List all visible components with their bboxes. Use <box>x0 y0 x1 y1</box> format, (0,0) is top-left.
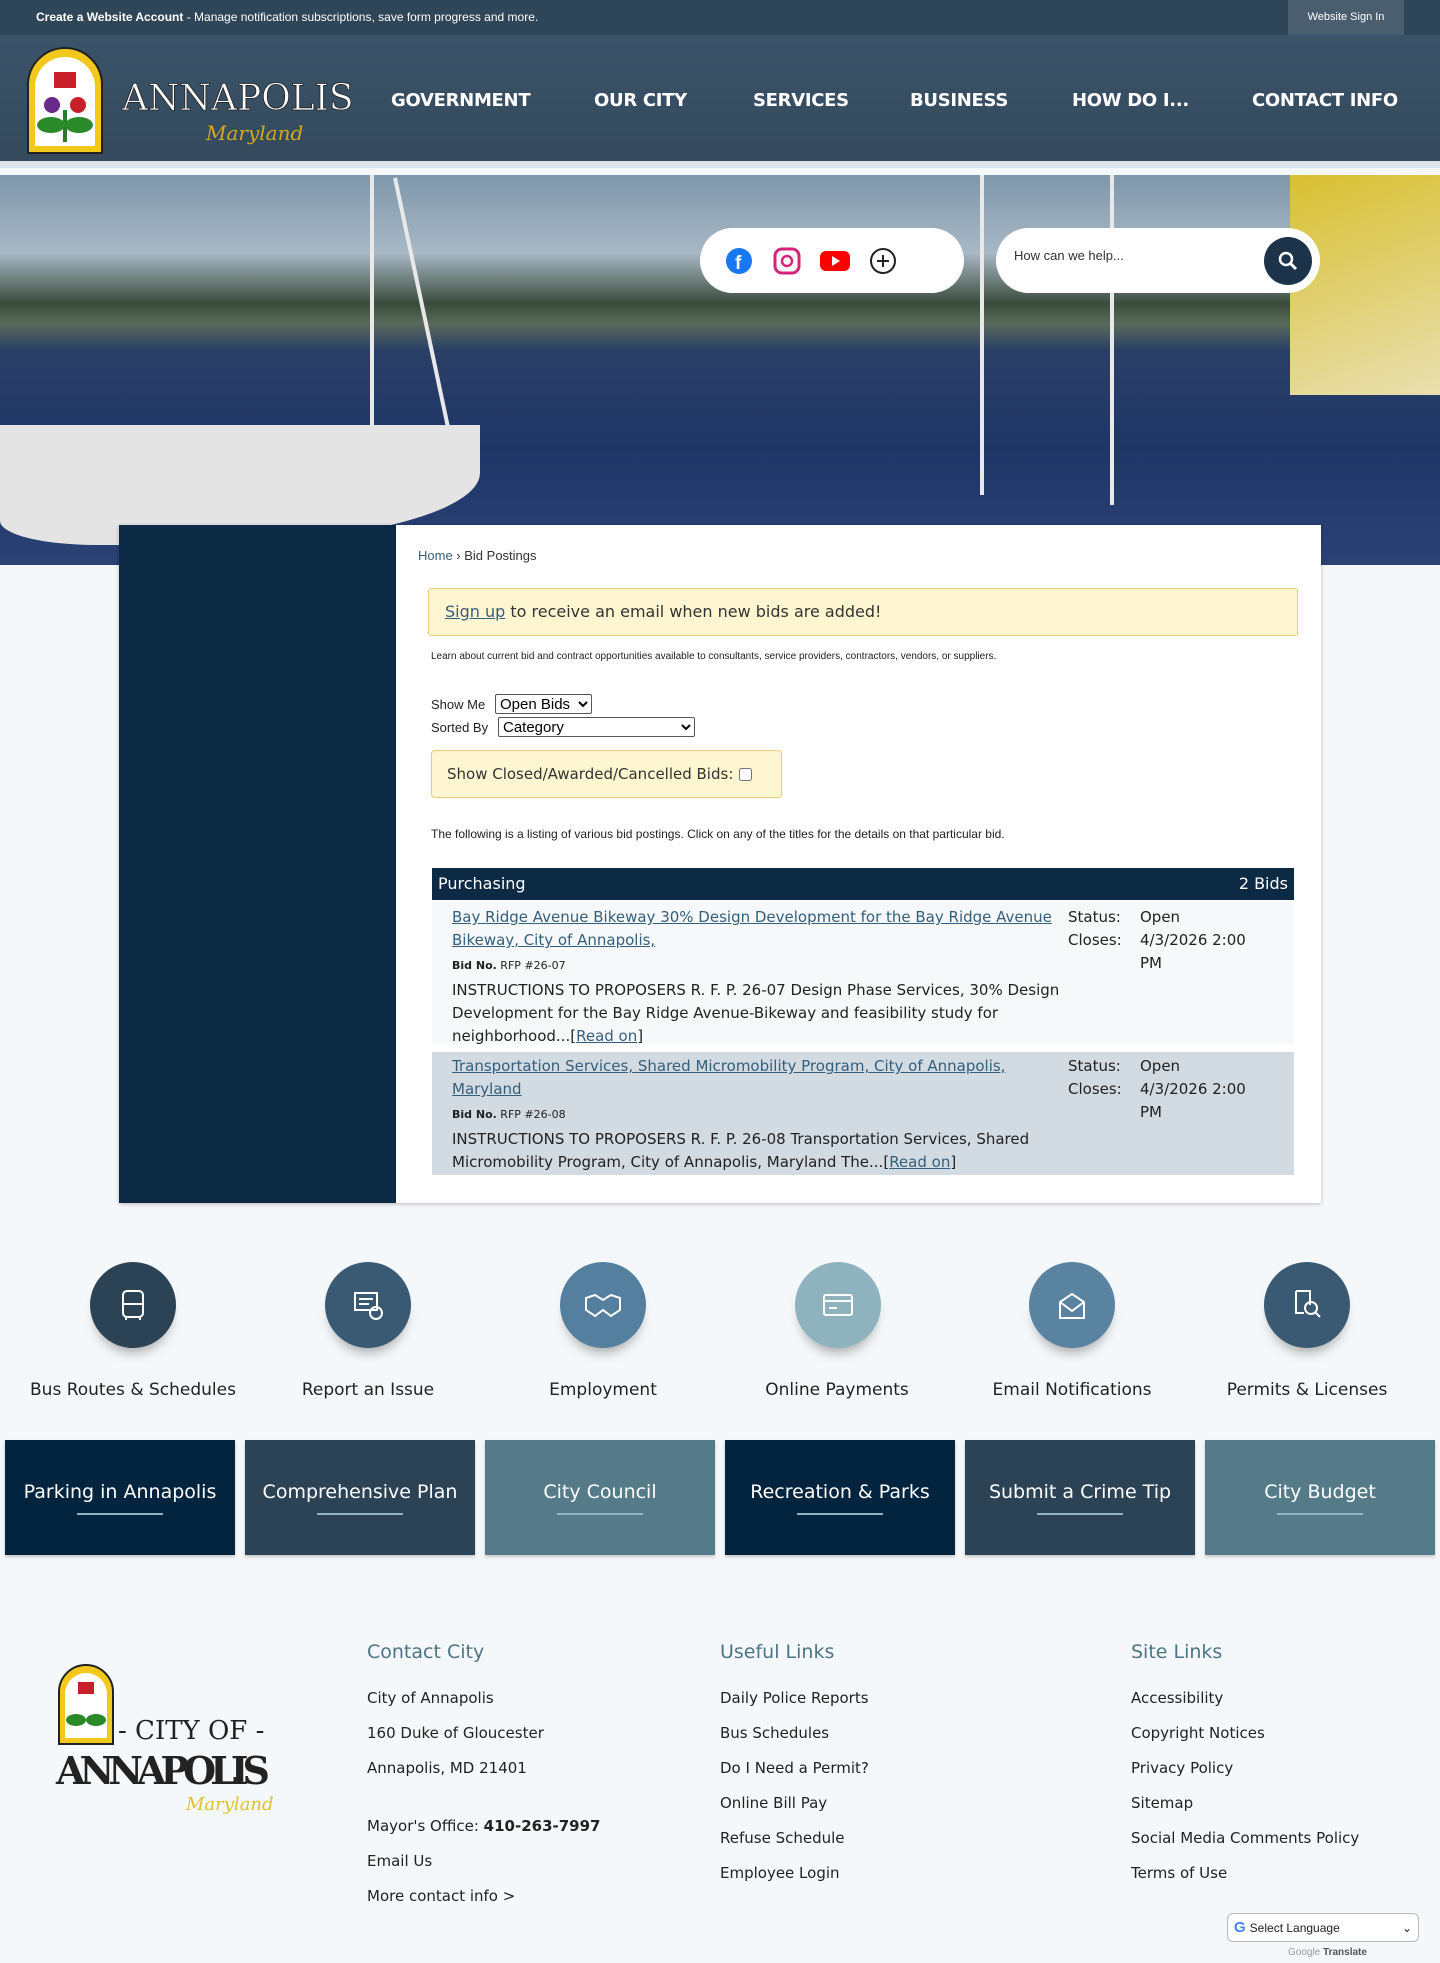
footer-link[interactable]: Refuse Schedule <box>720 1829 845 1847</box>
site-links-heading: Site Links <box>1131 1641 1223 1663</box>
tile-label: Recreation & Parks <box>750 1480 930 1503</box>
tile-label: Parking in Annapolis <box>23 1480 217 1503</box>
signup-notice <box>428 588 1298 636</box>
nav-how-do-i[interactable]: HOW DO I... <box>1072 90 1189 111</box>
tile-city-budget[interactable] <box>1205 1440 1435 1555</box>
svg-text:f: f <box>735 252 742 274</box>
create-account-link[interactable]: Create a Website Account <box>36 10 184 24</box>
bid-title-link[interactable]: Bay Ridge Avenue Bikeway 30% Design Development for the Bay Ridge Avenue Bikeway, City of Annapolis, <box>452 908 1052 949</box>
bid-no: RFP #26-07 <box>496 959 566 972</box>
email-notifications-button[interactable] <box>1029 1262 1115 1348</box>
facebook-icon[interactable] <box>724 246 754 276</box>
status-label: Status: <box>1068 908 1121 926</box>
more-contact-link[interactable]: More contact info > <box>367 1887 516 1905</box>
footer-link[interactable]: Do I Need a Permit? <box>720 1759 869 1777</box>
nav-our-city[interactable]: OUR CITY <box>594 90 687 111</box>
quicklink-label[interactable]: Employment <box>549 1380 657 1400</box>
tile-comprehensive-plan[interactable] <box>245 1440 475 1555</box>
contact-line: 160 Duke of Gloucester <box>367 1724 544 1742</box>
footer-link[interactable]: Terms of Use <box>1131 1864 1228 1882</box>
tile-underline <box>317 1513 403 1515</box>
footer-link[interactable]: Accessibility <box>1131 1689 1224 1707</box>
contact-city-heading: Contact City <box>367 1641 485 1663</box>
instagram-icon[interactable] <box>772 246 802 276</box>
email-icon <box>1055 1288 1089 1322</box>
search-input[interactable] <box>1014 248 1244 263</box>
contact-line: City of Annapolis <box>367 1689 494 1707</box>
footer-link[interactable]: Online Bill Pay <box>720 1794 828 1812</box>
tile-underline <box>1037 1513 1123 1515</box>
intro-text: Learn about current bid and contract opportunities available to consultants, service providers, contractors, vendors, or suppliers. <box>431 651 997 662</box>
tile-underline <box>797 1513 883 1515</box>
permits-licenses-button[interactable] <box>1264 1262 1350 1348</box>
quicklink-label[interactable]: Report an Issue <box>301 1380 435 1400</box>
email-us-link[interactable]: Email Us <box>367 1852 433 1870</box>
bid-description: INSTRUCTIONS TO PROPOSERS R. F. P. 26-08 Transportation Services, Shared Micromobility Program, City of Annapolis, Maryland The... <box>452 1130 1030 1171</box>
search-button[interactable] <box>1264 237 1312 285</box>
closes-value: 4/3/2026 2:00 PM <box>1140 931 1246 972</box>
tile-underline <box>1277 1513 1363 1515</box>
nav-government[interactable]: GOVERNMENT <box>391 90 531 111</box>
tile-label: Submit a Crime Tip <box>988 1480 1172 1503</box>
tile-underline <box>557 1513 643 1515</box>
footer-link[interactable]: Daily Police Reports <box>720 1689 869 1707</box>
closes-label: Closes: <box>1068 931 1122 949</box>
bid-row: Transportation Services, Shared Micromobility Program, City of Annapolis, Maryland Bid No. RFP #26-08 INSTRUCTIONS TO PROPOSERS R. F. P. 26-08 Transportation Services, Shared Micromobility Program, City of Annapolis, Maryland The...[Read on] Status: Closes: Open 4/3/2026 2:00 PM <box>432 1052 1294 1175</box>
status-value: Open <box>1140 1057 1181 1075</box>
google-label: Google <box>1288 1947 1321 1958</box>
report-issue-button[interactable] <box>325 1262 411 1348</box>
tile-recreation-parks[interactable] <box>725 1440 955 1555</box>
sorted-by-select[interactable] <box>498 717 695 737</box>
mayor-label: Mayor's Office: <box>367 1817 484 1835</box>
tile-city-council[interactable] <box>485 1440 715 1555</box>
website-sign-in-button[interactable]: Website Sign In <box>1288 0 1404 35</box>
language-select[interactable] <box>1227 1913 1419 1942</box>
category-name: Purchasing <box>438 874 526 893</box>
city-seal-icon <box>56 1662 276 1817</box>
show-closed-label: Show Closed/Awarded/Cancelled Bids: <box>447 765 734 783</box>
handshake-icon <box>583 1288 623 1322</box>
bid-count: 2 Bids <box>1238 874 1288 893</box>
add-icon[interactable] <box>868 246 898 276</box>
footer-logo[interactable] <box>56 1662 276 1822</box>
site-search <box>996 228 1320 293</box>
employment-button[interactable] <box>560 1262 646 1348</box>
bid-no: RFP #26-08 <box>496 1108 566 1121</box>
city-logo[interactable] <box>26 50 354 155</box>
show-closed-checkbox[interactable] <box>739 768 752 781</box>
bid-row: Bay Ridge Avenue Bikeway 30% Design Development for the Bay Ridge Avenue Bikeway, City of Annapolis, Bid No. RFP #26-07 INSTRUCTIONS TO PROPOSERS R. F. P. 26-07 Design Phase Services, 30% Design Development for the Bay Ridge Avenue-Bikeway and feasibility study for neighborhood...[Read on] Status: Closes: Open 4/3/2026 2:00 PM <box>432 901 1294 1044</box>
permit-search-icon <box>1290 1288 1324 1322</box>
category-header <box>432 868 1294 900</box>
language-select-label: Select Language <box>1249 1920 1340 1935</box>
social-media-bar <box>700 228 964 293</box>
chevron-down-icon: ⌄ <box>1401 1920 1412 1935</box>
footer-link[interactable]: Privacy Policy <box>1131 1759 1234 1777</box>
bus-icon <box>116 1288 150 1322</box>
listing-description: The following is a listing of various bid postings. Click on any of the titles for the details on that particular bid. <box>431 827 1005 841</box>
nav-business[interactable]: BUSINESS <box>910 90 1009 111</box>
bus-routes-button[interactable] <box>90 1262 176 1348</box>
useful-links-heading: Useful Links <box>720 1641 835 1663</box>
svg-text:Maryland: Maryland <box>186 1794 274 1815</box>
read-on-link[interactable]: Read on <box>576 1027 638 1045</box>
breadcrumb-home[interactable]: Home <box>418 548 453 563</box>
tile-underline <box>77 1513 163 1515</box>
main-content <box>119 525 1321 1203</box>
show-me-label: Show Me <box>431 697 486 712</box>
svg-text:- CITY OF -: - CITY OF - <box>118 1716 265 1746</box>
closes-value: 4/3/2026 2:00 PM <box>1140 1080 1246 1121</box>
closes-label: Closes: <box>1068 1080 1122 1098</box>
show-closed-filter <box>431 750 782 798</box>
mayor-office <box>367 1817 601 1835</box>
nav-contact-info[interactable]: CONTACT INFO <box>1252 90 1398 111</box>
svg-text:ANNAPOLIS: ANNAPOLIS <box>56 1748 270 1793</box>
payment-card-icon <box>821 1288 855 1322</box>
svg-text:ANNAPOLIS: ANNAPOLIS <box>122 78 354 119</box>
footer-link[interactable]: Bus Schedules <box>720 1724 830 1742</box>
breadcrumb-separator: › <box>452 548 465 563</box>
bid-no-label: Bid No. <box>452 1108 497 1121</box>
contact-line: Annapolis, MD 21401 <box>367 1759 527 1777</box>
tile-label: Comprehensive Plan <box>262 1480 458 1503</box>
footer-link[interactable]: Employee Login <box>720 1864 840 1882</box>
report-issue-icon <box>351 1288 385 1322</box>
sorted-by-label: Sorted By <box>431 720 489 735</box>
read-on-link[interactable]: Read on <box>889 1153 951 1171</box>
search-icon <box>1278 251 1298 271</box>
google-g-icon: G <box>1234 1919 1246 1936</box>
footer-link[interactable]: Sitemap <box>1131 1794 1194 1812</box>
online-payments-button[interactable] <box>795 1262 881 1348</box>
status-value: Open <box>1140 908 1181 926</box>
tile-label: City Budget <box>1264 1480 1376 1503</box>
bid-description: INSTRUCTIONS TO PROPOSERS R. F. P. 26-07 Design Phase Services, 30% Design Development for the Bay Ridge Avenue-Bikeway and feasibility study for neighborhood... <box>452 981 1060 1045</box>
quicklink-label[interactable]: Email Notifications <box>992 1380 1152 1400</box>
status-label: Status: <box>1068 1057 1121 1075</box>
quicklink-label[interactable]: Permits & Licenses <box>1226 1380 1388 1400</box>
mayor-phone-link[interactable]: 410-263-7997 <box>483 1817 601 1835</box>
signup-link[interactable]: Sign up <box>445 602 506 621</box>
footer-link[interactable]: Social Media Comments Policy <box>1131 1829 1360 1847</box>
sidebar <box>119 525 396 1203</box>
translate-label: Translate <box>1323 1947 1367 1958</box>
quicklink-label[interactable]: Bus Routes & Schedules <box>30 1380 236 1400</box>
svg-text:Maryland: Maryland <box>206 121 304 145</box>
breadcrumb <box>418 548 537 563</box>
quicklink-label[interactable]: Online Payments <box>765 1380 909 1400</box>
bid-no-label: Bid No. <box>452 959 497 972</box>
bid-title-link[interactable]: Transportation Services, Shared Micromobility Program, City of Annapolis, Maryland <box>452 1057 1006 1098</box>
footer-link[interactable]: Copyright Notices <box>1131 1724 1265 1742</box>
youtube-icon[interactable] <box>820 246 850 276</box>
show-me-select[interactable] <box>495 694 592 714</box>
google-translate-credit <box>1288 1947 1367 1958</box>
signup-text: to receive an email when new bids are added! <box>505 602 882 621</box>
breadcrumb-current: Bid Postings <box>464 548 537 563</box>
account-description: - Manage notification subscriptions, save form progress and more. <box>183 10 539 24</box>
tile-label: City Council <box>543 1480 657 1503</box>
city-seal-icon <box>26 50 354 155</box>
tile-parking[interactable] <box>5 1440 235 1555</box>
nav-services[interactable]: SERVICES <box>753 90 849 111</box>
tile-crime-tip[interactable] <box>965 1440 1195 1555</box>
top-bar <box>0 0 1440 35</box>
